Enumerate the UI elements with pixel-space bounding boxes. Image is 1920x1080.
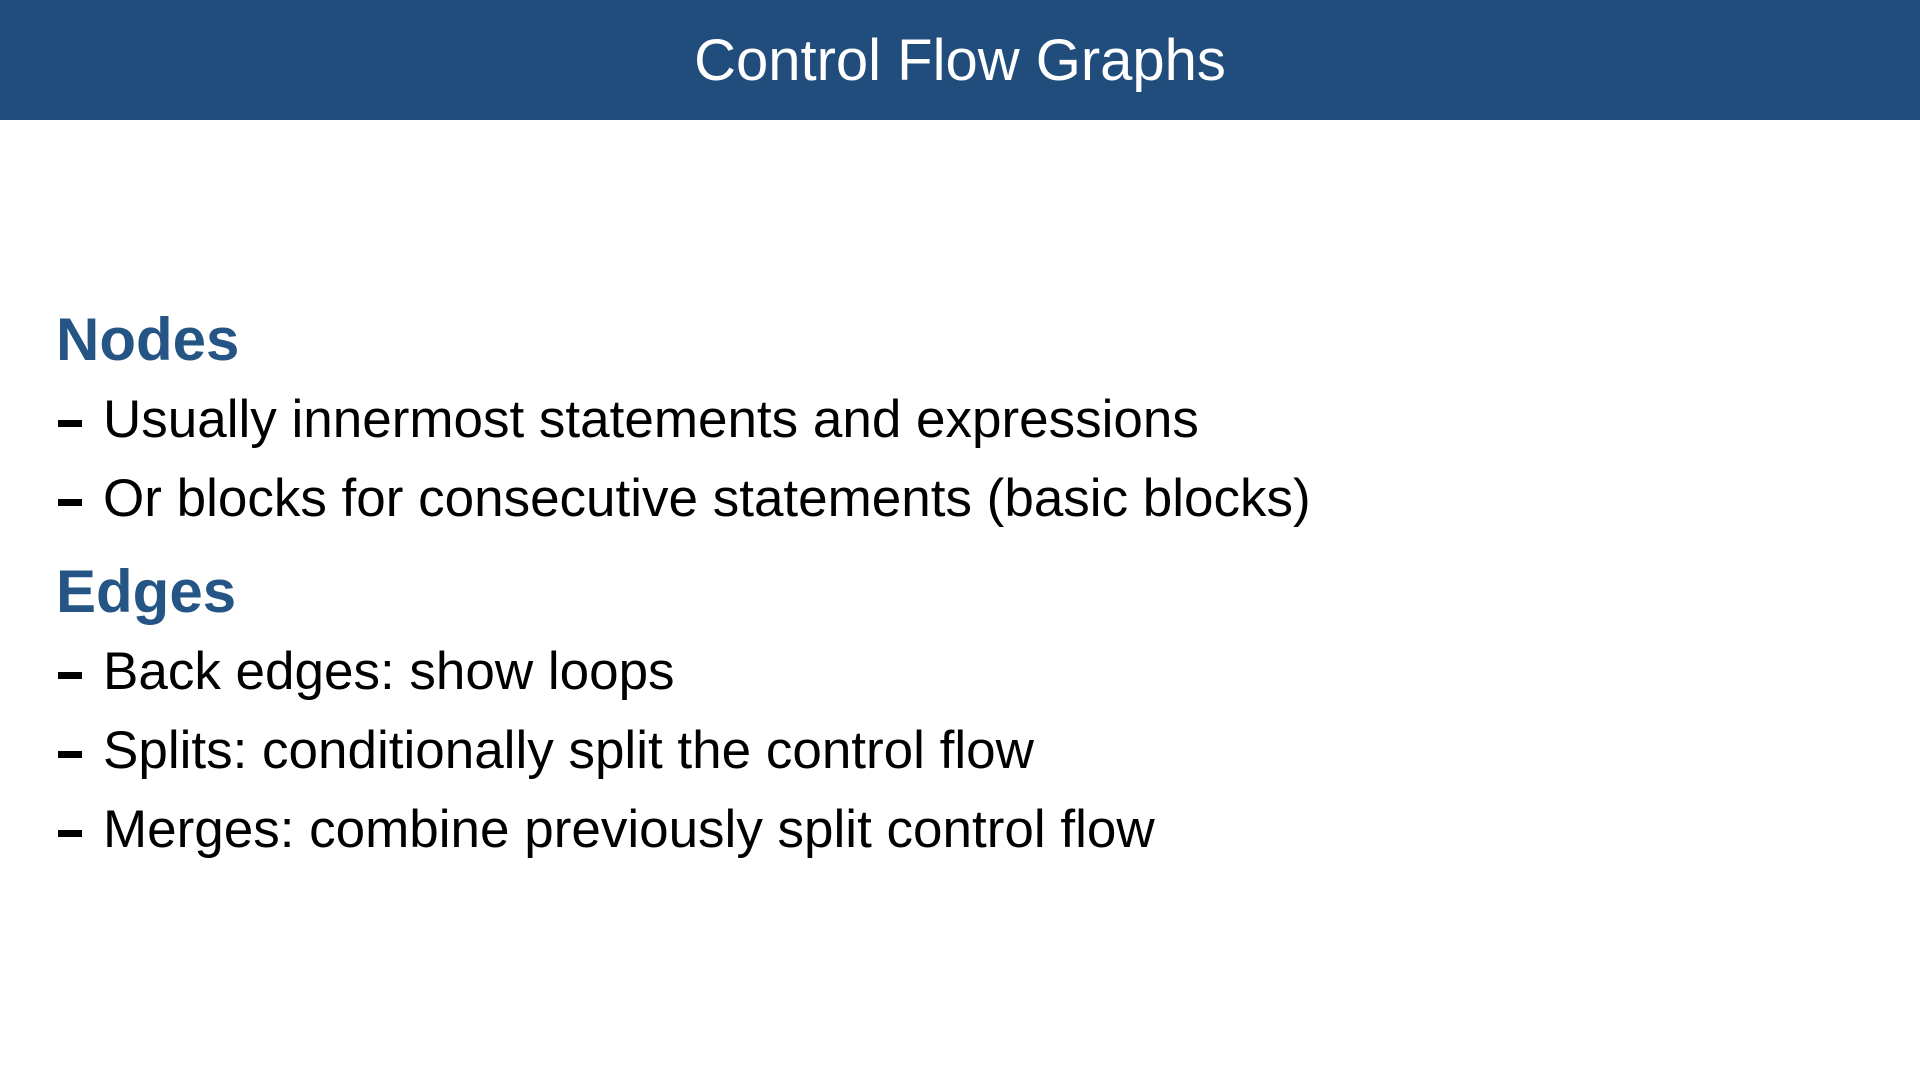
dash-bullet-icon [58, 499, 82, 506]
bullet-text: Or blocks for consecutive statements (basic blocks) [103, 469, 1311, 528]
bullet-item [56, 459, 1856, 538]
dash-bullet-icon [58, 672, 82, 679]
bullet-item [56, 380, 1856, 459]
bullet-item [56, 632, 1856, 711]
dash-bullet-icon [58, 751, 82, 758]
dash-bullet-icon [58, 420, 82, 427]
section-heading-nodes: Nodes [56, 306, 240, 373]
bullet-text: Usually innermost statements and expressions [103, 390, 1199, 449]
slide-title: Control Flow Graphs [694, 27, 1226, 93]
bullet-item [56, 711, 1856, 790]
bullet-text: Back edges: show loops [103, 642, 675, 701]
slide-content [56, 300, 1856, 883]
bullet-text: Splits: conditionally split the control flow [103, 721, 1034, 780]
nodes-bullet-list [56, 380, 1856, 538]
section-heading-edges: Edges [56, 558, 237, 625]
edges-bullet-list [56, 632, 1856, 869]
bullet-item [56, 790, 1856, 869]
bullet-text: Merges: combine previously split control flow [103, 800, 1155, 859]
dash-bullet-icon [58, 830, 82, 837]
title-bar [0, 0, 1920, 120]
